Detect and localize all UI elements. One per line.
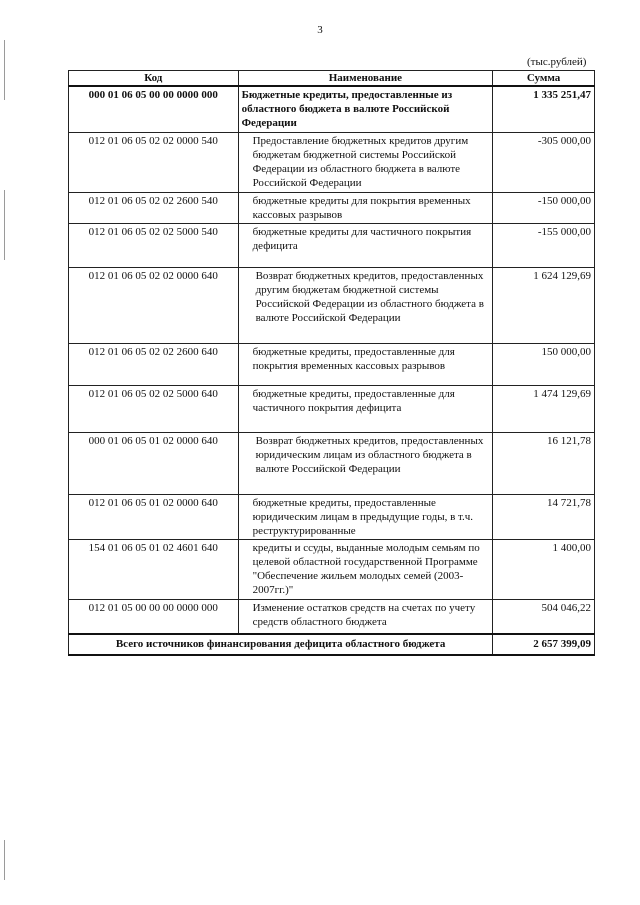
page-number: 3 bbox=[317, 24, 323, 36]
row-code: 012 01 06 05 02 02 0000 540 bbox=[69, 132, 239, 192]
row-code: 012 01 06 05 02 02 5000 640 bbox=[69, 385, 239, 432]
row-name: кредиты и ссуды, выданные молодым семьям по целевой областной государственной Программе "Обеспечение жильем молодых семей (2003-2007гг.)" bbox=[238, 539, 493, 599]
table-header-row bbox=[69, 71, 595, 87]
total-row bbox=[69, 634, 595, 655]
total-sum: 2 657 399,09 bbox=[493, 634, 595, 655]
table-row bbox=[69, 223, 595, 267]
row-code: 012 01 06 05 02 02 0000 640 bbox=[69, 267, 239, 343]
row-code: 012 01 06 05 01 02 0000 640 bbox=[69, 494, 239, 539]
row-code: 000 01 06 05 00 00 0000 000 bbox=[69, 86, 239, 132]
table-row bbox=[69, 432, 595, 494]
scan-margin-marks bbox=[4, 0, 8, 905]
budget-sources-table bbox=[68, 70, 595, 656]
row-sum: 1 624 129,69 bbox=[493, 267, 595, 343]
row-sum: 14 721,78 bbox=[493, 494, 595, 539]
row-name: Бюджетные кредиты, предоставленные из областного бюджета в валюте Российской Федерации bbox=[238, 86, 493, 132]
table-row bbox=[69, 343, 595, 385]
row-sum: 150 000,00 bbox=[493, 343, 595, 385]
row-code: 012 01 06 05 02 02 2600 540 bbox=[69, 192, 239, 223]
row-name: Предоставление бюджетных кредитов другим бюджетам бюджетной системы Российской Федерации из областного бюджета в валюте Российской Федерации bbox=[238, 132, 493, 192]
table-row bbox=[69, 86, 595, 132]
table-row bbox=[69, 192, 595, 223]
row-name: бюджетные кредиты, предоставленные юридическим лицам в предыдущие годы, в т.ч. реструктурированные bbox=[238, 494, 493, 539]
row-name: бюджетные кредиты, предоставленные для покрытия временных кассовых разрывов bbox=[238, 343, 493, 385]
row-sum: -155 000,00 bbox=[493, 223, 595, 267]
table-row bbox=[69, 132, 595, 192]
table-row bbox=[69, 599, 595, 634]
row-code: 000 01 06 05 01 02 0000 640 bbox=[69, 432, 239, 494]
header-sum: Сумма bbox=[493, 71, 595, 87]
row-name: бюджетные кредиты, предоставленные для частичного покрытия дефицита bbox=[238, 385, 493, 432]
row-sum: 1 474 129,69 bbox=[493, 385, 595, 432]
header-name: Наименование bbox=[238, 71, 493, 87]
row-sum: 504 046,22 bbox=[493, 599, 595, 634]
row-code: 012 01 05 00 00 00 0000 000 bbox=[69, 599, 239, 634]
row-code: 012 01 06 05 02 02 2600 640 bbox=[69, 343, 239, 385]
row-sum: 16 121,78 bbox=[493, 432, 595, 494]
table-row bbox=[69, 494, 595, 539]
row-name: бюджетные кредиты для покрытия временных кассовых разрывов bbox=[238, 192, 493, 223]
row-name: Возврат бюджетных кредитов, предоставленных юридическим лицам из областного бюджета в валюте Российской Федерации bbox=[238, 432, 493, 494]
row-code: 154 01 06 05 01 02 4601 640 bbox=[69, 539, 239, 599]
row-sum: -150 000,00 bbox=[493, 192, 595, 223]
table-row bbox=[69, 267, 595, 343]
total-label: Всего источников финансирования дефицита областного бюджета bbox=[69, 634, 493, 655]
row-name: Изменение остатков средств на счетах по учету средств областного бюджета bbox=[238, 599, 493, 634]
row-sum: 1 335 251,47 bbox=[493, 86, 595, 132]
row-sum: -305 000,00 bbox=[493, 132, 595, 192]
row-name: Возврат бюджетных кредитов, предоставленных другим бюджетам бюджетной системы Российской Федерации из областного бюджета в валюте Российской Федерации bbox=[238, 267, 493, 343]
table-row bbox=[69, 385, 595, 432]
row-code: 012 01 06 05 02 02 5000 540 bbox=[69, 223, 239, 267]
row-name: бюджетные кредиты для частичного покрытия дефицита bbox=[238, 223, 493, 267]
header-code: Код bbox=[69, 71, 239, 87]
row-sum: 1 400,00 bbox=[493, 539, 595, 599]
units-label: (тыс.рублей) bbox=[527, 56, 587, 68]
table-row bbox=[69, 539, 595, 599]
